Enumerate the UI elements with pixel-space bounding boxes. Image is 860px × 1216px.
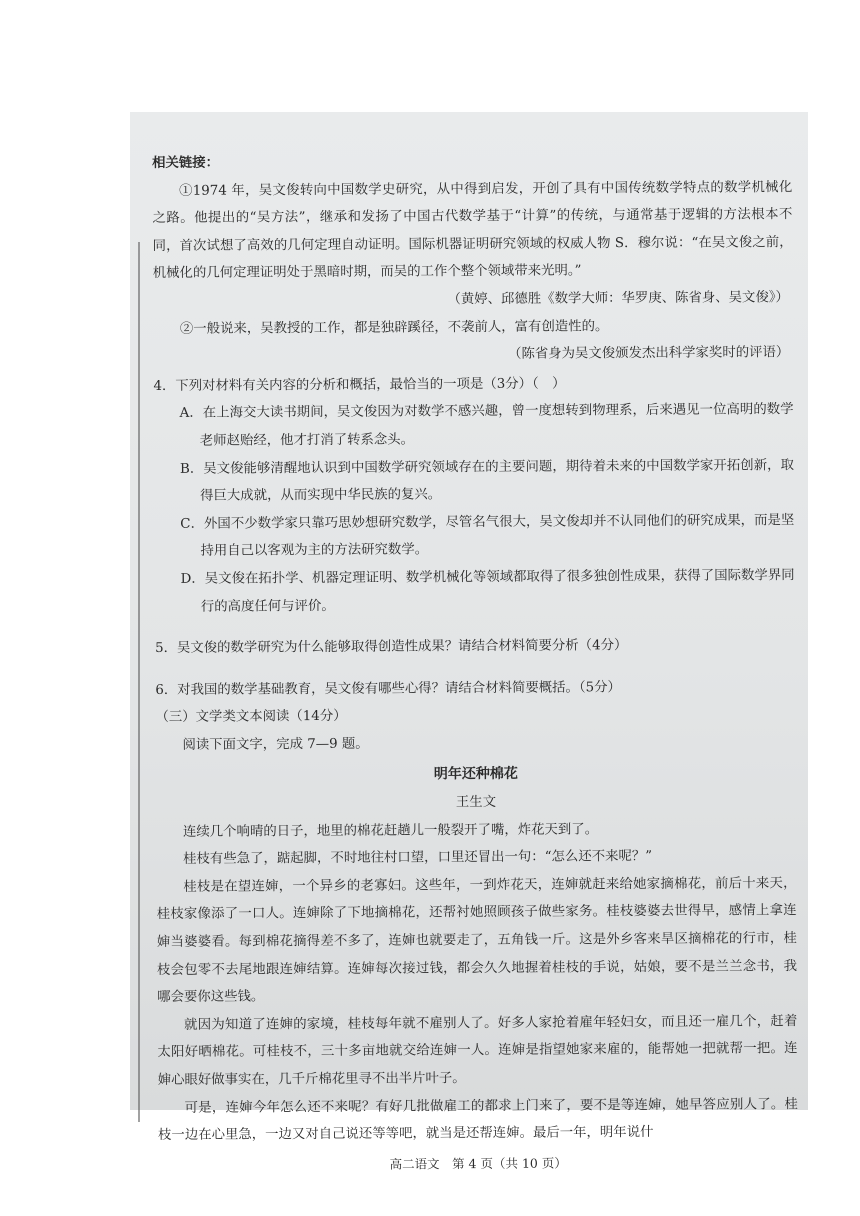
link-2: ②一般说来，吴教授的工作，都是独辟蹊径，不袭前人，富有创造性的。 [179, 318, 609, 337]
link-1: ①1974 年，吴文俊转向中国数学史研究，从中得到启发，开创了具有中国传统数学特点的数学机械化之路。他提出的“吴方法”，继承和发扬了中国古代数学基于“计算”的传统，与通常基于逻辑的方法根本不同，首次试想了高效的几何定理自动证明。国际机器证明研究领域的权威人物 S．穆尔说：“在吴文俊之前，机械化的几何定理证明处于黑暗时期，而吴的工作个整个领域带来光明。” [152, 179, 793, 282]
links-heading: 相关链接： [152, 154, 220, 171]
q4-option-d: D．吴文俊在拓扑学、机器定理证明、数学机械化等领域都取得了很多独创性成果，获得了国际数学界同行的高度任何与评价。 [180, 567, 795, 615]
q4-option-b: B．吴文俊能够清醒地认识到中国数学研究领域存在的主要问题，期待着未来的中国数学家开拓创新，取得巨大成就，从而实现中华民族的复兴。 [179, 457, 794, 504]
question-5: 5．吴文俊的数学研究为什么能够取得创造性成果？请结合材料简要分析（4分） [154, 638, 628, 657]
section-3-heading: （三）文学类文本阅读（14分） [155, 709, 347, 726]
story-paragraph: 可是，连婶今年怎么还不来呢？有好几批做雇工的都求上门来了，要不是等连婶，她早答应别人了。桂枝一边在心里急，一边又对自己说还等等吧，就当是还帮连婶。最后一年，明年说什 [157, 1096, 798, 1144]
link-2-source: （陈省身为吴文俊颁发杰出科学家奖时的评语） [508, 345, 790, 362]
question-6: 6．对我国的数学基础教育，吴文俊有哪些心得？请结合材料简要概括。（5分） [155, 679, 621, 698]
link-1-source: （黄婷、邱德胜《数学大师：华罗庚、陈省身、吴文俊》） [447, 290, 789, 308]
instruction: 阅读下面文字，完成 7—9 题。 [182, 736, 369, 753]
story-paragraph: 连续几个响晴的日子，地里的棉花赶趟儿一般裂开了嘴，炸花天到了。 [182, 821, 599, 840]
q4-option-a: A．在上海交大读书期间，吴文俊因为对数学不感兴趣，曾一度想转到物理系，后来遇见一位高明的数学老师赵贻经，他才打消了转系念头。 [179, 402, 794, 449]
story-author: 王生文 [455, 794, 497, 811]
question-4: 4．下列对材料有关内容的分析和概括，最恰当的一项是（3分）（ ） [153, 376, 566, 394]
scanned-page [130, 112, 808, 1172]
story-paragraph: 就因为知道了连婶的家境，桂枝每年就不雇别人了。好多人家抢着雇年轻妇女，而且还一雇几个，赶着太阳好晒棉花。可桂枝不，三十多亩地就交给连婶一人。连婶是指望她家来雇的，能帮她一把就帮一把。连婶心眼好做事实在，几千斤棉花里寻不出半片叶子。 [157, 1013, 798, 1088]
q4-option-c: C．外国不少数学家只靠巧思妙想研究数学，尽管名气很大，吴文俊却并不认同他们的研究成果，而是坚持用自己以客观为主的方法研究数学。 [180, 512, 795, 560]
story-paragraph: 桂枝有些急了，踮起脚，不时地往村口望，口里还冒出一句：“怎么还不来呢？” [183, 849, 653, 868]
story-title: 明年还种棉花 [433, 766, 518, 783]
story-paragraph: 桂枝是在望连婶，一个异乡的老寡妇。这些年，一到炸花天，连婶就赶来给她家摘棉花，前后十来天，桂枝家像添了一口人。连婶除了下地摘棉花，还帮衬她照顾孩子做些家务。桂枝婆婆去世得早，感情上拿连婶当婆婆看。每到棉花摘得差不多了，连婶也就要走了，五角钱一斤。这是外乡客来旱区摘棉花的行市，桂枝会包零不去尾地跟连婶结算。连婶每次接过钱，都会久久地握着桂枝的手说，姑娘，要不是兰兰念书，我哪会要你这些钱。 [156, 875, 798, 1006]
page-content [152, 146, 798, 1179]
page-footer: 高二语文 第 4 页（共 10 页） [389, 1155, 567, 1172]
